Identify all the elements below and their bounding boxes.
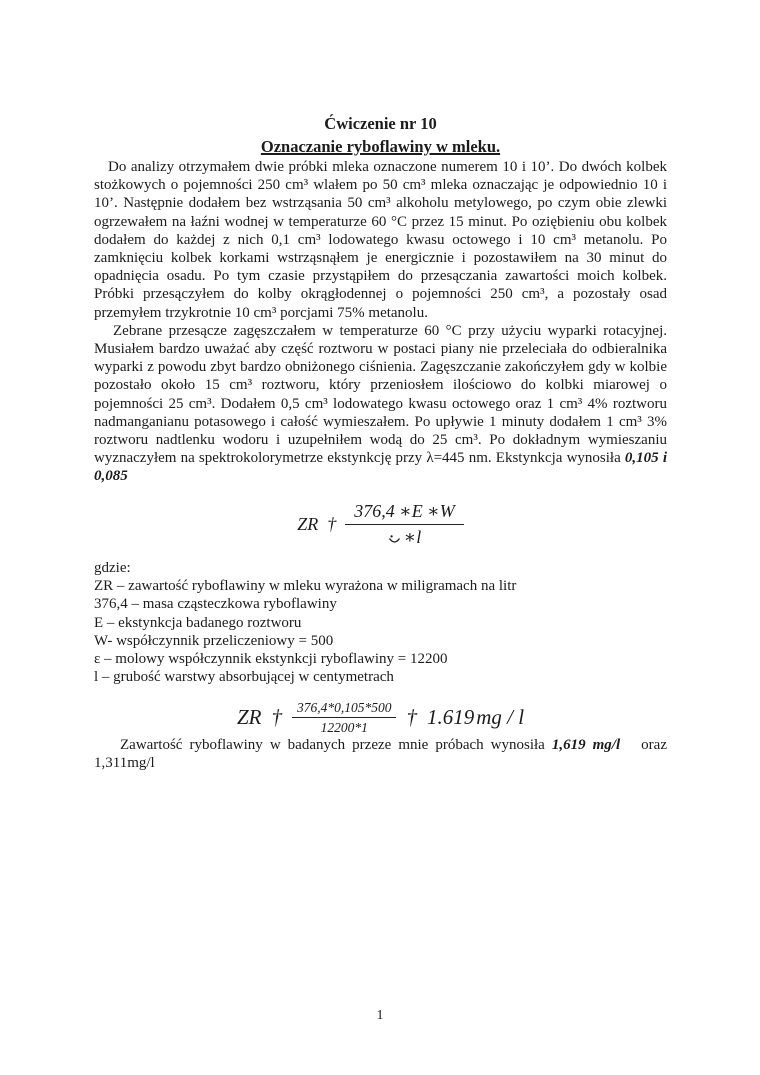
formula1-denominator-l: l bbox=[416, 526, 422, 547]
formula2-equals-glyph-2: † bbox=[406, 705, 417, 730]
formula1-numerator-w: W bbox=[439, 500, 455, 521]
formula1-numerator bbox=[345, 501, 463, 525]
page-number: 1 bbox=[376, 1008, 384, 1023]
formula1-equals-glyph: † bbox=[327, 513, 337, 534]
definition-item-zr: ZR – zawartość ryboflawiny w mleku wyrażona w miligramach na litr bbox=[94, 577, 517, 594]
conclusion-text-1: Zawartość ryboflawiny w badanych przeze mnie próbach wynosiła bbox=[120, 736, 552, 753]
formula2-denominator: 12200*1 bbox=[320, 719, 368, 735]
definition-item-w: W- współczynnik przeliczeniowy = 500 bbox=[94, 632, 334, 649]
extinction-values-emphasis: 0,105 i 0,085 bbox=[94, 450, 667, 485]
formula1-star-1: ∗ bbox=[399, 500, 412, 521]
definition-item-l: l – grubość warstwy absorbującej w centymetrach bbox=[94, 669, 394, 686]
document-subtitle: Oznaczanie ryboflawiny w mleku. bbox=[260, 137, 501, 156]
formula2-result bbox=[427, 705, 524, 730]
formula1-denominator-ops bbox=[404, 527, 422, 548]
formula2-lhs: ZR bbox=[236, 705, 262, 730]
document-title: Ćwiczenie nr 10 bbox=[324, 114, 437, 133]
symbol-definitions bbox=[94, 559, 667, 687]
riboflavin-formula bbox=[94, 501, 667, 548]
conclusion-text-2: oraz 1,311mg/l bbox=[94, 736, 667, 771]
corrupted-epsilon-icon bbox=[388, 534, 401, 546]
formula2-fraction bbox=[292, 700, 397, 736]
paragraph-2-text: Zebrane przesącze zagęszczałem w temperaturze 60 °C przy użyciu wyparki rotacyjnej. Musiałem bardzo uważać aby część roztworu w postaci piany nie przeleciała do odbieralnika wyparki z powodu zbyt bardzo obniżonego ciśnienia. Zagęszczanie zakończyłem gdy w kolbie pozostało około 15 cm³ roztworu, który przeniosłem ilościowo do kolbki miarowej o pojemności 25 cm³. Dodałem 0,5 cm³ lodowatego kwasu octowego oraz 1 cm³ 4% roztworu nadmanganianu potasowego i całość wymieszałem. Po upływie 1 minuty dodałem 1 cm³ 3% roztworu nadtlenku wodoru i uzupełniłem wodą do 25 cm³. Po dokładnym wymieszaniu wyznaczyłem na spektrokolorymetrze ekstynkcję przy λ=445 nm. Ekstynkcja wynosiła bbox=[94, 322, 667, 467]
formula1-star-3: ∗ bbox=[403, 526, 417, 547]
conclusion-paragraph bbox=[94, 736, 667, 772]
formula1-fraction bbox=[345, 501, 463, 548]
formula1-lhs: ZR bbox=[297, 513, 319, 534]
definition-item-epsilon: ε – molowy współczynnik ekstynkcji ryboflawiny = 12200 bbox=[94, 651, 448, 668]
formula1-star-2: ∗ bbox=[427, 500, 440, 521]
riboflavin-result-emphasis: 1,619 mg/l bbox=[551, 736, 621, 753]
definitions-intro: gdzie: bbox=[94, 559, 131, 576]
formula1-numerator-e: E bbox=[411, 500, 428, 521]
formula2-numerator: 376,4*0,105*500 bbox=[292, 700, 397, 718]
formula2-result-value: 1.619 bbox=[426, 705, 475, 730]
definition-item-mass: 376,4 – masa cząsteczkowa ryboflawiny bbox=[94, 596, 337, 613]
formula2-result-unit: mg / l bbox=[476, 705, 525, 730]
document-page bbox=[94, 0, 667, 772]
formula2-equals-glyph-1: † bbox=[271, 705, 282, 730]
paragraph-1-text: Do analizy otrzymałem dwie próbki mleka oznaczone numerem 10 i 10’. Do dwóch kolbek stożkowych o pojemności 250 cm³ wlałem po 50 cm³ mleka oznaczając je odpowiednio 10 i 10’. Następnie dodałem bez wstrząsania 50 cm³ alkoholu metylowego, po czym obie zlewki ogrzewałem na łaźni wodnej w temperaturze 60 °C przez 15 minut. Po oziębieniu obu kolbek dodałem do każdej z nich 0,1 cm³ lodowatego kwasu octowego i 10 cm³ metanolu. Po zamknięciu kolbek korkami wstrząsnąłem je energicznie i pozostawiłem na 30 minut do opadnięcia osadu. Po tym czasie przystąpiłem do przesączania zawartości moich kolbek. Próbki przesączyłem do kolby okrągłodennej o pojemności 250 cm³, a pozostały osad przemyłem trzykrotnie 10 cm³ porcjami 75% metanolu. bbox=[94, 159, 667, 321]
formula1-denominator bbox=[388, 525, 422, 548]
definition-item-e: E – ekstynkcja badanego roztworu bbox=[94, 614, 302, 631]
body-paragraph-1 bbox=[94, 158, 667, 322]
formula1-numerator-coefficient: 376,4 bbox=[354, 500, 400, 521]
body-paragraph-2 bbox=[94, 322, 667, 486]
calculation-formula bbox=[94, 700, 667, 736]
